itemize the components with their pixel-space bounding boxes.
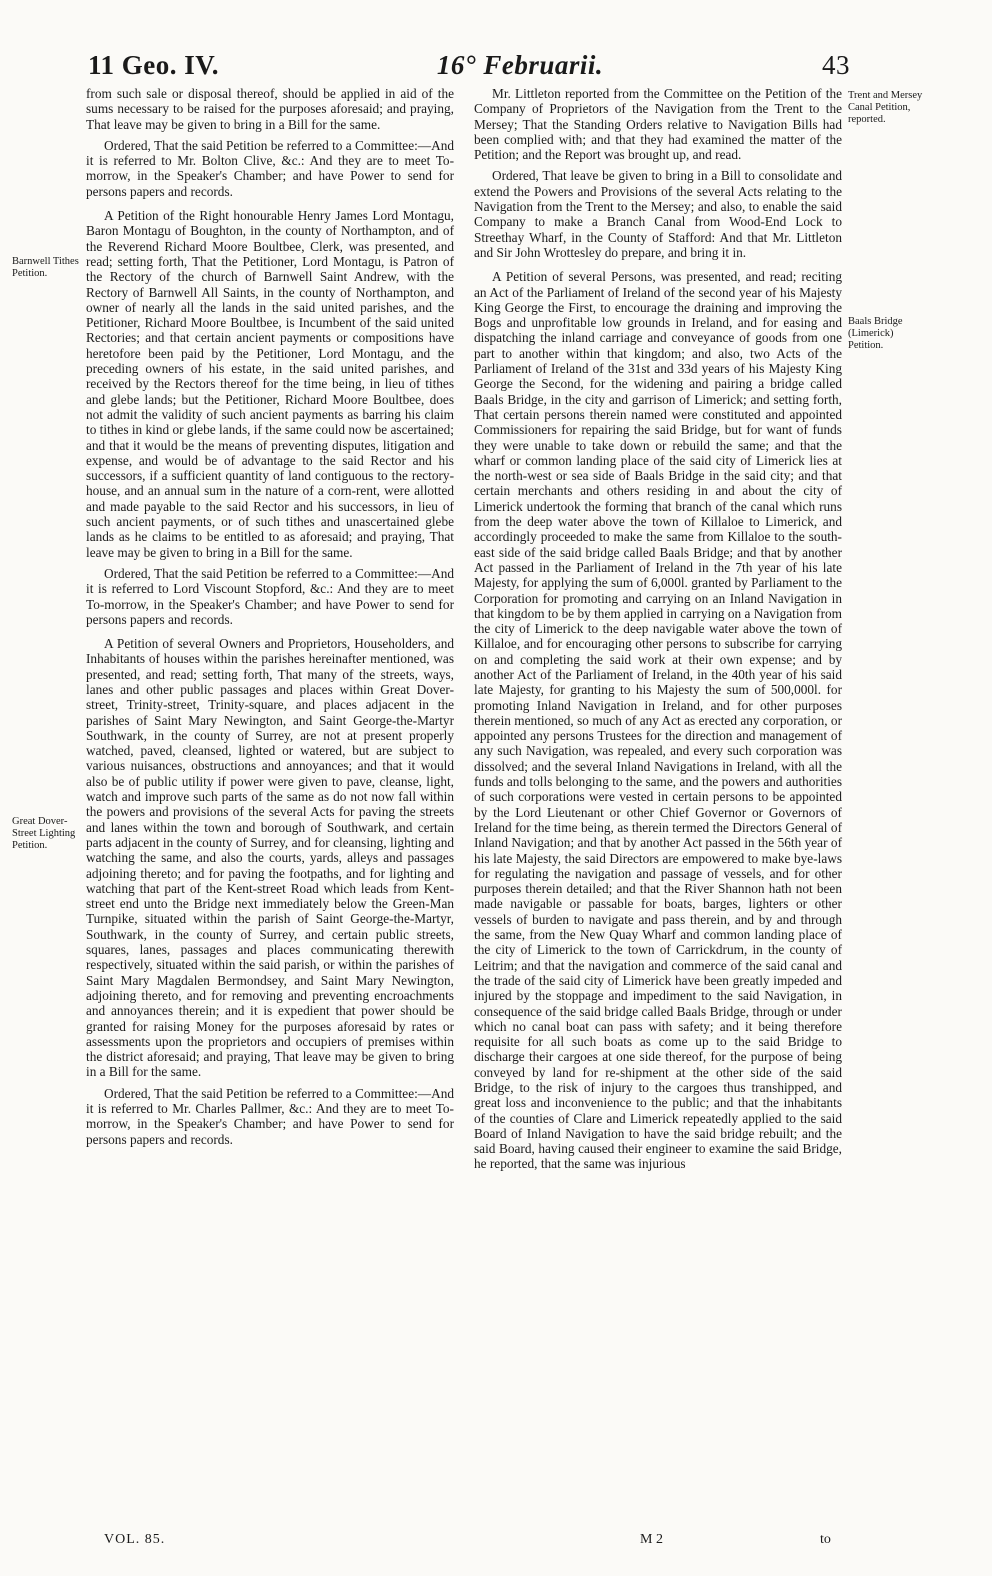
margin-note-barnwell: Barnwell Tithes Petition. xyxy=(12,256,79,279)
running-head-reign: 11 Geo. IV. xyxy=(88,50,220,80)
paragraph: Mr. Littleton reported from the Committee on the Petition of the Company of Proprietors of the Navigation from the Trent to the Mersey; That the Standing Orders relative to Navigation Bills had been complied with; and that they had examined the matter of the Petition; and the Report was brought up, and read. xyxy=(474,86,842,163)
paragraph: A Petition of several Persons, was presented, and read; reciting an Act of the Parliament of Ireland of the second year of his Majesty King George the First, to encourage the draining and improving the Bogs and unprofitable low grounds in Ireland, and for easing and dispatching the inland carriage and conveyance of goods from one part to another within that kingdom; and also, two Acts of the Parliament of Ireland of the 31st and 33d years of his Majesty King George the Second, for the widening and pairing a bridge called Baals Bridge, in the city and garrison of Limerick; and setting forth, That certain persons therein named were constituted and appointed Commissioners for repairing the said Bridge, but for want of funds they were unable to take down or rebuild the same; and that the wharf or common landing place of the said city of Limerick lies at the north-west or sea side of Baals Bridge in the said city; and that certain merchants and others residing in and about the city of Limerick undertook the forming that branch of the canal which runs from the deep water above the town of Killaloe to Limerick, and accordingly proceeded to make the same from Killaloe to the south-east side of the said bridge called Baals Bridge; and that by another Act passed in the Parliament of Ireland in the 7th year of his late Majesty, for applying the sum of 6,000l. granted by Parliament to the Corporation for promoting and carrying on an Inland Navigation in that kingdom to be by them applied in carrying on a Navigation from the city of Limerick to the deep navigable water above the town of Killaloe, and for encouraging other persons to subscribe for carrying on and completing the said work at their own expense; and by another Act of the Parliament of Ireland, in the 40th year of his said late Majesty, for granting to his Majesty the sum of 500,000l. for promoting Inland Navigation in Ireland, and for other purposes therein mentioned, so much of any Act as erected any corporation, or appointed any persons Trustees for the direction and management of any such Navigation, was repealed, and every such corporation was dissolved; and the several Inland Navigations in Ireland, with all the funds and tolls belonging to the same, and the powers and authorities of such corporations were vested in certain persons to be appointed by the Lord Lieutenant or other Chief Governor or Governors of Ireland for the time being, as therein termed the Directors General of Inland Navigation; and that by another Act passed in the 56th year of his late Majesty, the said Directors are empowered to make bye-laws for regulating the navigation and passage of vessels, and for other purposes therein detailed; and that the River Shannon hath not been made navigable or passable for boats, barges, lighters or other vessels of burden to navigate and pass therein, and by and through the same, from the New Quay Wharf and common landing place of the city of Limerick to the town of Carrickdrum, in the county of Leitrim; and that the navigation and commerce of the said canal and the trade of the said city of Limerick have been greatly impeded and injured by the stoppage and impediment to the said Navigation, in consequence of the said bridge called Baals Bridge, through or under which no canal boat can pass with safety; and it being therefore requisite for all such boats as come up to the said Bridge to discharge their cargoes at one side thereof, for the purpose of being conveyed by land for re-shipment at the other side of the said Bridge, to the risk of injury to the cargoes thus transhipped, and great loss and inconvenience to the public; and that the inhabitants of the counties of Clare and Limerick repeatedly applied to the said Board of Inland Navigation to have the said bridge rebuilt; and the said Board, having caused their engineer to examine the said Bridge, he reported, that the same was injurious xyxy=(474,269,842,1172)
paragraph: A Petition of the Right honourable Henry James Lord Montagu, Baron Montagu of Boughton, in the county of Northampton, and of the Reverend Richard Moore Boultbee, Clerk, was presented, and read; setting forth, That the Petitioner, Lord Montagu, is Patron of the Rectory of the church of Barnwell Saint Andrew, with the Rectory of Barnwell All Saints, in the county of Northampton, and owner of nearly all the lands in the said united parishes, and the Petitioner, Richard Moore Boultbee, is Incumbent of the said united Rectories; and that certain ancient payments or compositions have heretofore been paid by the Petitioner, Lord Montagu, and the preceding owners of his estate, in the said united parishes, and received by the Rectors thereof for the time being, in lieu of tithes and glebe lands; but the Petitioner, Richard Moore Boultbee, does not admit the validity of such ancient payments as barring his claim to tithes in kind or glebe lands, if the same could now be ascertained; and that it would be the means of preventing disputes, litigation and expense, and would be of advantage to the said Rector and his successors, if a sufficient quantity of land contiguous to the rectory-house, and an annual sum in the nature of a corn-rent, were allotted and made payable to the said Rector and his successors, in lieu of such ancient payments, or of such tithes and unascertained glebe lands as he claims to be entitled to as aforesaid; and praying, That leave may be given to bring in a Bill for the same. xyxy=(86,208,454,560)
volume-footer: VOL. 85. xyxy=(104,1532,166,1547)
paragraph: Ordered, That leave be given to bring in a Bill to consolidate and extend the Powers and Provisions of the several Acts relating to the Navigation from the Trent to the Mersey; and also, to enable the said Company to make a Branch Canal from Wood-End Lock to Streethay Wharf, in the County of Stafford: And that Mr. Littleton and Sir John Wrottesley do prepare, and bring it in. xyxy=(474,168,842,260)
left-column xyxy=(86,86,454,1153)
signature-mark: M 2 xyxy=(640,1532,663,1547)
page-number: 43 xyxy=(822,50,850,80)
margin-note-baals: Baals Bridge (Limerick) Petition. xyxy=(848,316,903,351)
paragraph: Ordered, That the said Petition be referred to a Committee:—And it is referred to Mr. Bolton Clive, &c.: And they are to meet To-morrow, in the Speaker's Chamber; and have Power to send for persons papers and records. xyxy=(86,137,454,199)
running-head-date: 16° Februarii. xyxy=(436,50,604,80)
catchword: to xyxy=(820,1532,831,1547)
paragraph: Ordered, That the said Petition be referred to a Committee:—And it is referred to Lord Viscount Stopford, &c.: And they are to meet To-morrow, in the Speaker's Chamber; and have Power to send for persons papers and records. xyxy=(86,565,454,627)
margin-note-trent: Trent and Mersey Canal Petition, reported. xyxy=(848,90,923,125)
margin-note-dover: Great Dover-Street Lighting Petition. xyxy=(12,816,76,851)
paragraph: Ordered, That the said Petition be referred to a Committee:—And it is referred to Mr. Charles Pallmer, &c.: And they are to meet To-morrow, in the Speaker's Chamber; and have Power to send for persons papers and records. xyxy=(86,1085,454,1147)
right-column xyxy=(474,86,842,1178)
paragraph: from such sale or disposal thereof, should be applied in aid of the sums necessary to be raised for the purposes aforesaid; and praying, That leave may be given to bring in a Bill for the same. xyxy=(86,86,454,132)
paragraph: A Petition of several Owners and Proprietors, Householders, and Inhabitants of houses within the parishes hereinafter mentioned, was presented, and read; setting forth, That many of the streets, ways, lanes and other public passages and places within Great Dover-street, Trinity-street, Trinity-square, and places adjacent in the parishes of Saint Mary Newington, and Saint George-the-Martyr Southwark, in the county of Surrey, are not at present properly watched, paved, cleansed, lighted or watered, but are subject to various nuisances, obstructions and annoyances; and that it would also be of public utility if power were given to pave, cleanse, light, watch and improve such parts of the same as do not now fall within the powers and provisions of the several Acts for paving the streets and lanes within the town and borough of Southwark, and certain parts adjacent in the county of Surrey, and for cleansing, lighting and watching the same, and also the courts, yards, alleys and passages adjoining thereto; and for paving the footpaths, and for lighting and watching that part of the Kent-street Road which leads from Kent-street end unto the Bridge next immediately below the Green-Man Turnpike, situated within the parish of Saint George-the-Martyr, Southwark, in the county of Surrey, and certain public streets, squares, lanes, passages and places communicating therewith respectively, situated within the said parish, or within the parishes of Saint Mary Magdalen Bermondsey, and Saint Mary Newington, adjoining thereto, and for removing and preventing encroachments and annoyances therein; and it is expedient that power should be granted for raising Money for the purposes aforesaid by rates or assessments upon the proprietors and occupiers of premises within the district aforesaid; and praying, That leave may be given to bring in a Bill for the same. xyxy=(86,636,454,1080)
